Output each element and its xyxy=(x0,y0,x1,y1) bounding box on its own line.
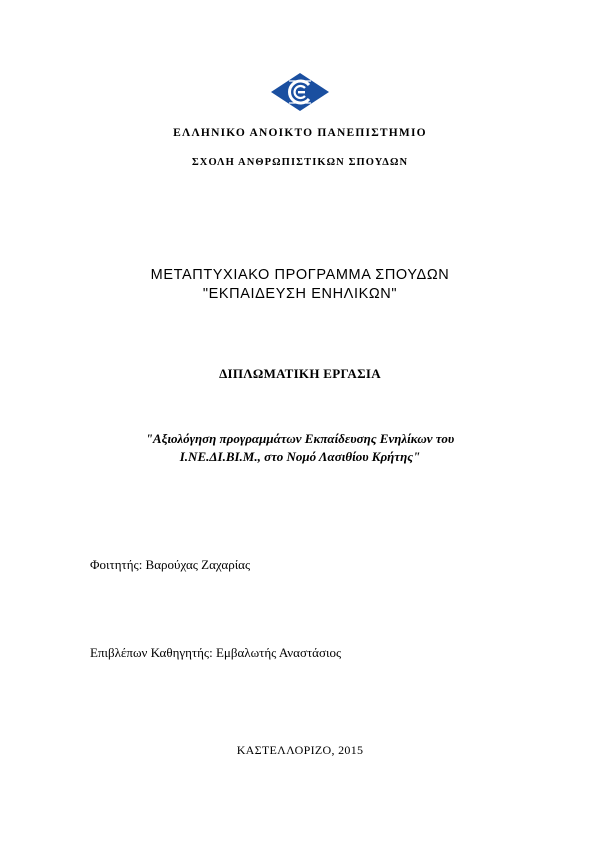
thesis-title-line-2: Ι.ΝΕ.ΔΙ.ΒΙ.Μ., στο Νομό Λασιθίου Κρήτης" xyxy=(179,449,421,464)
thesis-title-line-1: "Αξιολόγηση προγραμμάτων Εκπαίδευσης Ενηλίκων του xyxy=(145,431,455,446)
thesis-type: ΔΙΠΛΩΜΑΤΙΚΗ ΕΡΓΑΣΙΑ xyxy=(219,366,381,381)
program-line-2: "ΕΚΠΑΙΔΕΥΣΗ ΕΝΗΛΙΚΩΝ" xyxy=(202,286,398,302)
student-name: Φοιτητής: Βαρούχας Ζαχαρίας xyxy=(90,557,251,572)
program-line-1: ΜΕΤΑΠΤΥΧΙΑΚΟ ΠΡΟΓΡΑΜΜΑ ΣΠΟΥΔΩΝ xyxy=(150,267,450,283)
place-date: ΚΑΣΤΕΛΛΟΡΙΖΟ, 2015 xyxy=(236,743,364,757)
thesis-title xyxy=(0,430,600,466)
supervisor-name: Επιβλέπων Καθηγητής: Εμβαλωτής Αναστάσιος xyxy=(90,645,342,660)
program-heading xyxy=(0,266,600,304)
university-name: ΕΛΛΗΝΙΚΟ ΑΝΟΙΚΤΟ ΠΑΝΕΠΙΣΤΗΜΙΟ xyxy=(173,127,427,139)
school-name: ΣΧΟΛΗ ΑΝΘΡΩΠΙΣΤΙΚΩΝ ΣΠΟΥΔΩΝ xyxy=(191,157,409,168)
university-logo-icon xyxy=(269,72,331,112)
